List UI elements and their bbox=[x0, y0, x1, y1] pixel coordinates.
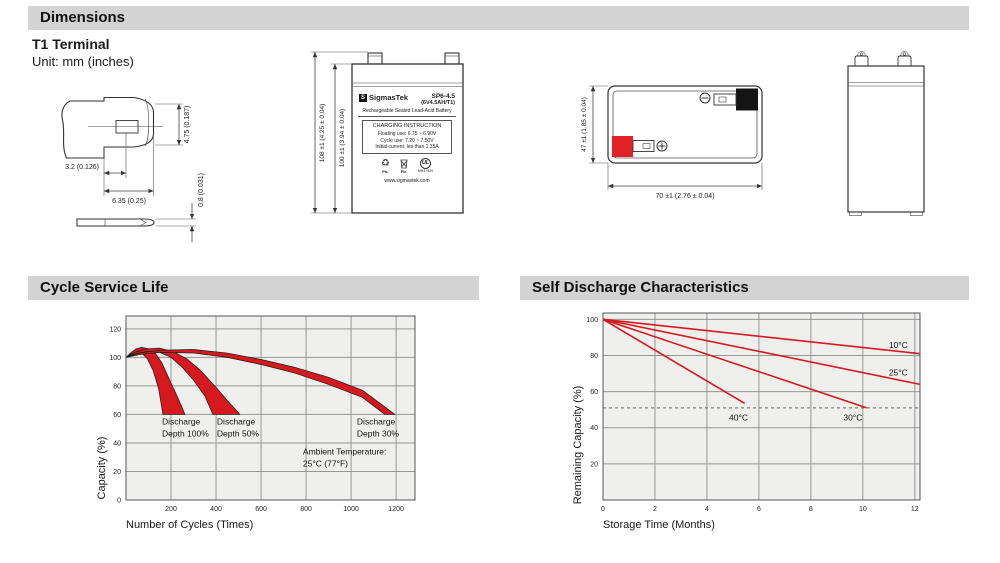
svg-text:Discharge: Discharge bbox=[216, 416, 256, 427]
terminal-width-dim: 6.35 (0.25) bbox=[112, 198, 146, 205]
terminal-type-label: T1 Terminal bbox=[32, 36, 110, 52]
svg-text:0: 0 bbox=[117, 497, 121, 505]
ul-file-number: MH47929 bbox=[417, 169, 434, 174]
dimension-drawings bbox=[0, 0, 1000, 272]
website-url: www.sigmastek.com bbox=[384, 177, 430, 184]
svg-text:1200: 1200 bbox=[388, 506, 404, 513]
svg-text:20: 20 bbox=[590, 461, 598, 469]
terminal-height-dim: 4.75 (0.187) bbox=[184, 105, 191, 144]
model-spec: (6V4.5AH/T1) bbox=[421, 100, 455, 107]
battery-width-dim: 70 ±1 (2.76 ± 0.04) bbox=[655, 193, 715, 200]
svg-text:10: 10 bbox=[858, 506, 867, 513]
battery-type-text: Rechargeable Sealed Lead-Acid Battery bbox=[358, 106, 456, 117]
svg-text:100: 100 bbox=[586, 316, 598, 324]
svg-text:12: 12 bbox=[910, 506, 919, 513]
svg-text:40°C: 40°C bbox=[729, 412, 749, 423]
svg-text:400: 400 bbox=[210, 506, 222, 513]
svg-text:4: 4 bbox=[704, 506, 709, 513]
brand-logo-icon: S bbox=[360, 94, 365, 101]
svg-text:25°C (77°F): 25°C (77°F) bbox=[302, 458, 348, 469]
charging-instruction-box bbox=[362, 120, 452, 154]
svg-text:25°C: 25°C bbox=[888, 367, 908, 378]
charging-line: Initial current: les than 1.35A bbox=[375, 144, 439, 151]
svg-text:0: 0 bbox=[601, 506, 605, 513]
negative-terminal-block bbox=[736, 89, 758, 111]
svg-text:1000: 1000 bbox=[343, 506, 359, 513]
battery-side-view bbox=[848, 52, 924, 216]
section-header-cycle-service-life bbox=[28, 276, 479, 300]
svg-text:Discharge: Discharge bbox=[162, 416, 201, 427]
model-number: SP6-4.5 bbox=[431, 93, 455, 100]
svg-text:8: 8 bbox=[808, 506, 813, 513]
svg-text:800: 800 bbox=[300, 506, 312, 513]
svg-text:600: 600 bbox=[255, 506, 267, 513]
ul-mark-icon: UL bbox=[420, 158, 431, 169]
svg-text:20: 20 bbox=[113, 468, 121, 476]
svg-text:Ambient Temperature:: Ambient Temperature: bbox=[302, 446, 387, 457]
pb-label: Pb. bbox=[382, 168, 389, 174]
svg-text:40: 40 bbox=[113, 440, 121, 448]
x-axis-title: Number of Cycles (Times) bbox=[126, 519, 254, 531]
svg-text:80: 80 bbox=[590, 352, 598, 360]
brand-name: SigmasTek bbox=[369, 93, 409, 102]
charging-instruction-title: CHARGING INSTRUCTION bbox=[372, 123, 442, 130]
terminal-hole-offset-dim: 3.2 (0.126) bbox=[65, 164, 99, 171]
svg-text:200: 200 bbox=[165, 506, 177, 513]
battery-case-height-dim: 100 ±1 (3.94 ± 0.04) bbox=[339, 108, 346, 168]
charging-line: Cycle use: 7.20 ~ 7.50V bbox=[380, 137, 434, 144]
battery-label bbox=[357, 92, 457, 206]
crossed-bin-icon bbox=[399, 158, 409, 169]
svg-text:Depth 30%: Depth 30% bbox=[356, 428, 399, 439]
battery-depth-dim: 47 ±1 (1.85 ± 0.04) bbox=[581, 97, 588, 152]
svg-text:Discharge: Discharge bbox=[356, 416, 396, 427]
battery-top-view bbox=[581, 86, 762, 200]
svg-text:10°C: 10°C bbox=[888, 340, 908, 351]
svg-text:40: 40 bbox=[590, 425, 598, 433]
svg-text:120: 120 bbox=[109, 326, 121, 334]
unit-label: Unit: mm (inches) bbox=[32, 54, 134, 69]
terminal-thickness-dim: 0.8 (0.031) bbox=[198, 173, 205, 207]
self-discharge-chart bbox=[540, 300, 990, 545]
battery-total-height-dim: 108 ±1 (4.25 ± 0.04) bbox=[319, 103, 326, 163]
section-title: Dimensions bbox=[40, 9, 126, 26]
svg-text:Depth 50%: Depth 50% bbox=[216, 428, 259, 439]
svg-text:6: 6 bbox=[756, 506, 761, 513]
pb-label: Pb. bbox=[400, 168, 407, 174]
svg-text:60: 60 bbox=[113, 411, 121, 419]
svg-text:60: 60 bbox=[590, 389, 598, 397]
y-axis-title: Capacity (%) bbox=[96, 436, 108, 500]
charging-line: Floating use: 6.75 ~ 6.90V bbox=[377, 131, 437, 138]
svg-text:2: 2 bbox=[653, 506, 657, 513]
side-terminal-icon bbox=[898, 52, 911, 67]
x-axis-title: Storage Time (Months) bbox=[603, 519, 715, 531]
svg-text:30°C: 30°C bbox=[843, 412, 863, 423]
section-header-self-discharge bbox=[520, 276, 969, 300]
side-terminal-icon bbox=[855, 52, 868, 67]
svg-text:Depth 100%: Depth 100% bbox=[162, 428, 209, 439]
svg-text:100: 100 bbox=[109, 354, 121, 362]
y-axis-title: Remaining Capacity (%) bbox=[572, 385, 584, 505]
svg-text:80: 80 bbox=[113, 383, 121, 391]
section-title: Self Discharge Characteristics bbox=[532, 279, 749, 296]
section-title: Cycle Service Life bbox=[40, 279, 169, 296]
recycle-icon: ♻ bbox=[380, 157, 390, 169]
terminal-detail-drawing bbox=[62, 98, 205, 243]
positive-terminal-block bbox=[612, 136, 633, 157]
cycle-service-life-chart bbox=[60, 300, 480, 545]
